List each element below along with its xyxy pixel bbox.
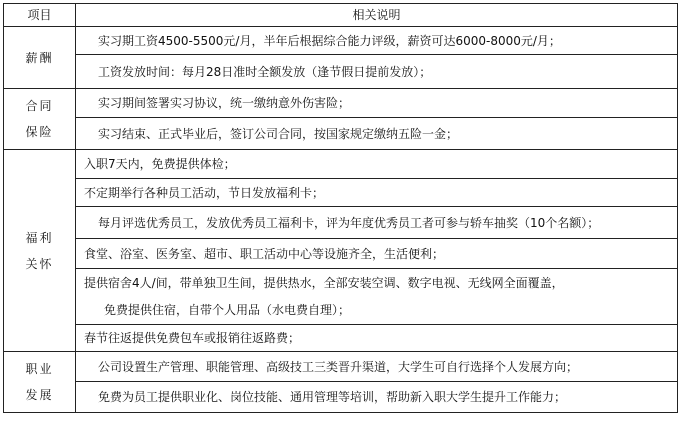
description-cell: 免费为员工提供职业化、岗位技能、通用管理等培训，帮助新入职大学生提升工作能力； xyxy=(76,382,678,413)
description-cell: 每月评选优秀员工，发放优秀员工福利卡，评为年度优秀员工者可参与轿车抽奖（10个名额）； xyxy=(76,207,678,239)
table-row xyxy=(4,325,678,352)
category-label: 合同 xyxy=(25,99,54,113)
category-salary xyxy=(4,27,76,89)
category-label: 关怀 xyxy=(25,256,54,271)
table-row xyxy=(4,207,678,239)
description-cell xyxy=(76,269,678,325)
table-row xyxy=(4,179,678,207)
table-row xyxy=(4,27,678,55)
table-row xyxy=(4,55,678,89)
description-cell: 食堂、浴室、医务室、超市、职工活动中心等设施齐全，生活便利； xyxy=(76,239,678,269)
description-cell: 工资发放时间：每月28日准时全额发放（逢节假日提前发放）； xyxy=(76,55,678,89)
description-cell: 春节往返提供免费包车或报销往返路费； xyxy=(76,325,678,352)
category-label: 福利 xyxy=(25,230,54,245)
description-cell: 入职7天内，免费提供体检； xyxy=(76,150,678,179)
table-row xyxy=(4,352,678,382)
category-contract-insurance xyxy=(4,89,76,150)
table-row xyxy=(4,150,678,179)
category-label: 薪酬 xyxy=(25,50,54,65)
table-row xyxy=(4,382,678,413)
category-welfare xyxy=(4,150,76,352)
category-career xyxy=(4,352,76,413)
header-row xyxy=(4,4,678,27)
table-row xyxy=(4,239,678,269)
description-cell: 实习结束、正式毕业后，签订公司合同，按国家规定缴纳五险一金； xyxy=(76,118,678,150)
description-line: 提供宿舍4人/间，带单独卫生间，提供热水，全部安装空调、数字电视、无线网全面覆盖， xyxy=(84,275,564,290)
header-description: 相关说明 xyxy=(76,4,678,27)
table-row xyxy=(4,89,678,118)
description-cell: 不定期举行各种员工活动，节日发放福利卡； xyxy=(76,179,678,207)
description-line: 免费提供住宿，自带个人用品（水电费自理）； xyxy=(104,302,351,317)
description-cell: 公司设置生产管理、职能管理、高级技工三类晋升渠道，大学生可自行选择个人发展方向； xyxy=(76,352,678,382)
table-row xyxy=(4,118,678,150)
benefits-table xyxy=(3,3,678,413)
description-cell: 实习期间签署实习协议，统一缴纳意外伤害险； xyxy=(76,89,678,118)
header-item: 项目 xyxy=(4,4,76,27)
category-label: 职业 xyxy=(25,362,54,376)
category-label: 发展 xyxy=(25,388,54,402)
category-label: 保险 xyxy=(25,125,54,139)
description-cell: 实习期工资4500-5500元/月，半年后根据综合能力评级，薪资可达6000-8000元/月； xyxy=(76,27,678,55)
table-row xyxy=(4,269,678,325)
